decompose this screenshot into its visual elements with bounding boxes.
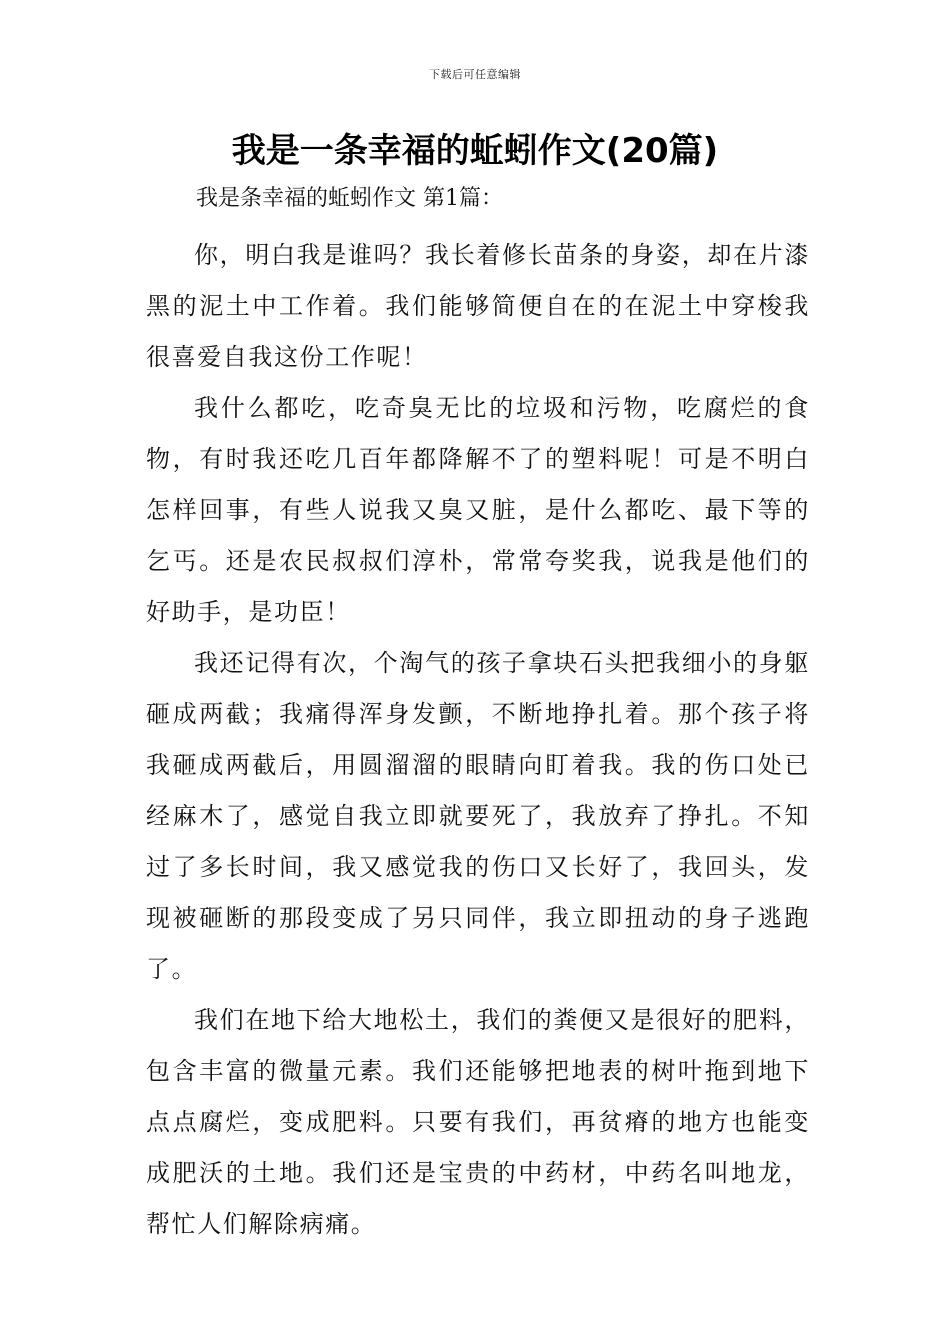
section-subtitle: 我是条幸福的蚯蚓作文 第1篇：	[196, 186, 503, 211]
body-text	[146, 230, 810, 1250]
paragraph: 我什么都吃，吃奇臭无比的垃圾和污物，吃腐烂的食物，有时我还吃几百年都降解不了的塑料呢！可是不明白怎样回事，有些人说我又臭又脏，是什么都吃、最下等的乞丐。还是农民叔叔们淳朴，常常夸奖我，说我是他们的好助手，是功臣！	[146, 394, 810, 626]
paragraph: 我们在地下给大地松土，我们的粪便又是很好的肥料，包含丰富的微量元素。我们还能够把地表的树叶拖到地下点点腐烂，变成肥料。只要有我们，再贫瘠的地方也能变成肥沃的土地。我们还是宝贵的中药材，中药名叫地龙，帮忙人们解除病痛。	[146, 1006, 810, 1238]
paragraph: 你，明白我是谁吗？我长着修长苗条的身姿，却在片漆黑的泥土中工作着。我们能够简便自在的在泥土中穿梭我很喜爱自我这份工作呢！	[146, 241, 810, 371]
document-title: 我是一条幸福的蚯蚓作文(20篇)	[231, 131, 719, 171]
paragraph: 我还记得有次，个淘气的孩子拿块石头把我细小的身躯砸成两截；我痛得浑身发颤，不断地挣扎着。那个孩子将我砸成两截后，用圆溜溜的眼睛向盯着我。我的伤口处已经麻木了，感觉自我立即就要死了，我放弃了挣扎。不知过了多长时间，我又感觉我的伤口又长好了，我回头，发现被砸断的那段变成了另只同伴，我立即扭动的身子逃跑了。	[146, 649, 810, 983]
header-note: 下载后可任意编辑	[429, 68, 521, 81]
